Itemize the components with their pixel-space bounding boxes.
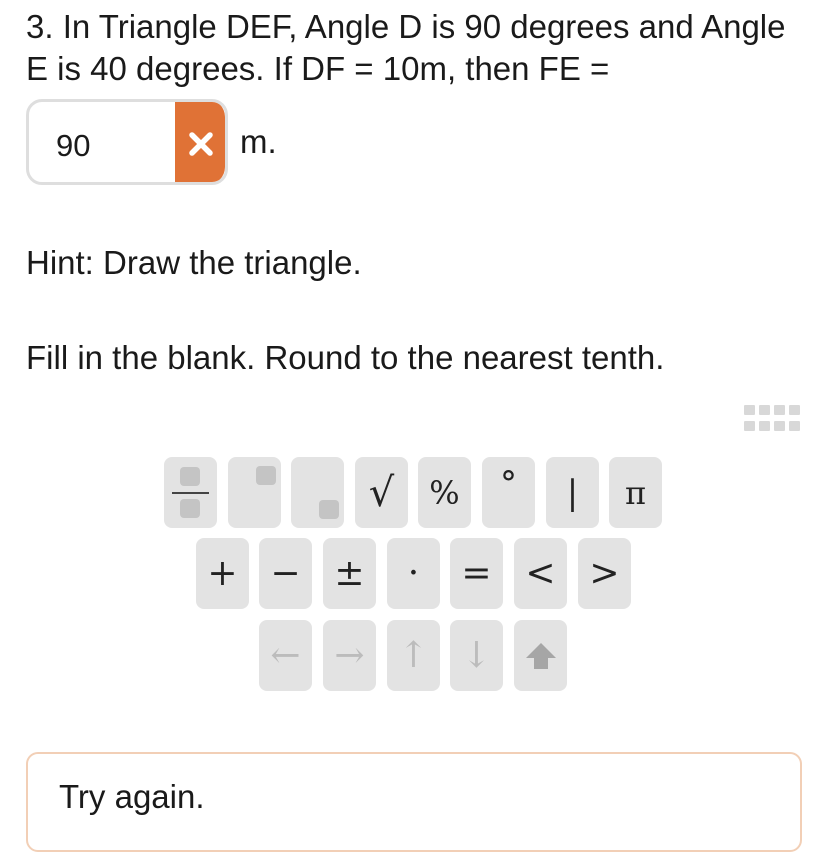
keypad-toggle-icon[interactable] bbox=[744, 405, 802, 432]
incorrect-badge bbox=[175, 99, 225, 185]
left-arrow-key[interactable] bbox=[259, 620, 312, 691]
plus-label: + bbox=[207, 553, 238, 594]
fraction-key[interactable] bbox=[164, 457, 217, 528]
square-root-label: √ bbox=[368, 469, 395, 516]
dot-key[interactable] bbox=[387, 538, 440, 609]
equals-key[interactable] bbox=[450, 538, 503, 609]
square-root-key[interactable] bbox=[355, 457, 408, 528]
right-arrow-icon: → bbox=[334, 635, 365, 676]
pi-label: π bbox=[624, 473, 647, 512]
unit-label: m. bbox=[240, 123, 277, 160]
minus-key[interactable] bbox=[259, 538, 312, 609]
degree-key[interactable] bbox=[482, 457, 535, 528]
answer-row bbox=[26, 98, 277, 186]
close-icon bbox=[188, 132, 214, 156]
absolute-value-key[interactable] bbox=[546, 457, 599, 528]
answer-value: 90 bbox=[56, 128, 91, 163]
plus-minus-key[interactable] bbox=[323, 538, 376, 609]
fraction-numerator-box-icon bbox=[180, 467, 200, 486]
instructions-text: Fill in the blank. Round to the nearest tenth. bbox=[26, 339, 665, 376]
up-arrow-icon: ↑ bbox=[398, 635, 429, 676]
greater-than-label: > bbox=[589, 553, 620, 594]
feedback-box bbox=[26, 752, 802, 852]
greater-than-key[interactable] bbox=[578, 538, 631, 609]
subscript-key[interactable] bbox=[291, 457, 344, 528]
plus-key[interactable] bbox=[196, 538, 249, 609]
superscript-box-icon bbox=[256, 466, 276, 485]
minus-label: − bbox=[270, 553, 301, 594]
shift-key[interactable] bbox=[514, 620, 567, 691]
down-arrow-key[interactable] bbox=[450, 620, 503, 691]
plus-minus-label: ± bbox=[334, 553, 365, 594]
dot-label: · bbox=[407, 553, 420, 594]
answer-input[interactable] bbox=[26, 99, 228, 185]
left-arrow-icon: ← bbox=[270, 635, 301, 676]
degree-label: ° bbox=[500, 463, 517, 504]
shift-arrow-icon bbox=[524, 641, 558, 671]
pi-key[interactable] bbox=[609, 457, 662, 528]
equals-label: = bbox=[461, 553, 492, 594]
absolute-value-label: | bbox=[566, 472, 579, 513]
less-than-label: < bbox=[525, 553, 556, 594]
up-arrow-key[interactable] bbox=[387, 620, 440, 691]
right-arrow-key[interactable] bbox=[323, 620, 376, 691]
question-text: 3. In Triangle DEF, Angle D is 90 degrees and Angle E is 40 degrees. If DF = 10m, then FE = bbox=[26, 8, 786, 87]
less-than-key[interactable] bbox=[514, 538, 567, 609]
subscript-box-icon bbox=[319, 500, 339, 519]
fraction-denominator-box-icon bbox=[180, 499, 200, 518]
hint-text: Hint: Draw the triangle. bbox=[26, 244, 362, 281]
fraction-bar-icon bbox=[172, 492, 209, 494]
percent-label: % bbox=[429, 473, 460, 512]
down-arrow-icon: ↓ bbox=[461, 635, 492, 676]
feedback-text: Try again. bbox=[59, 778, 205, 815]
percent-key[interactable] bbox=[418, 457, 471, 528]
superscript-key[interactable] bbox=[228, 457, 281, 528]
